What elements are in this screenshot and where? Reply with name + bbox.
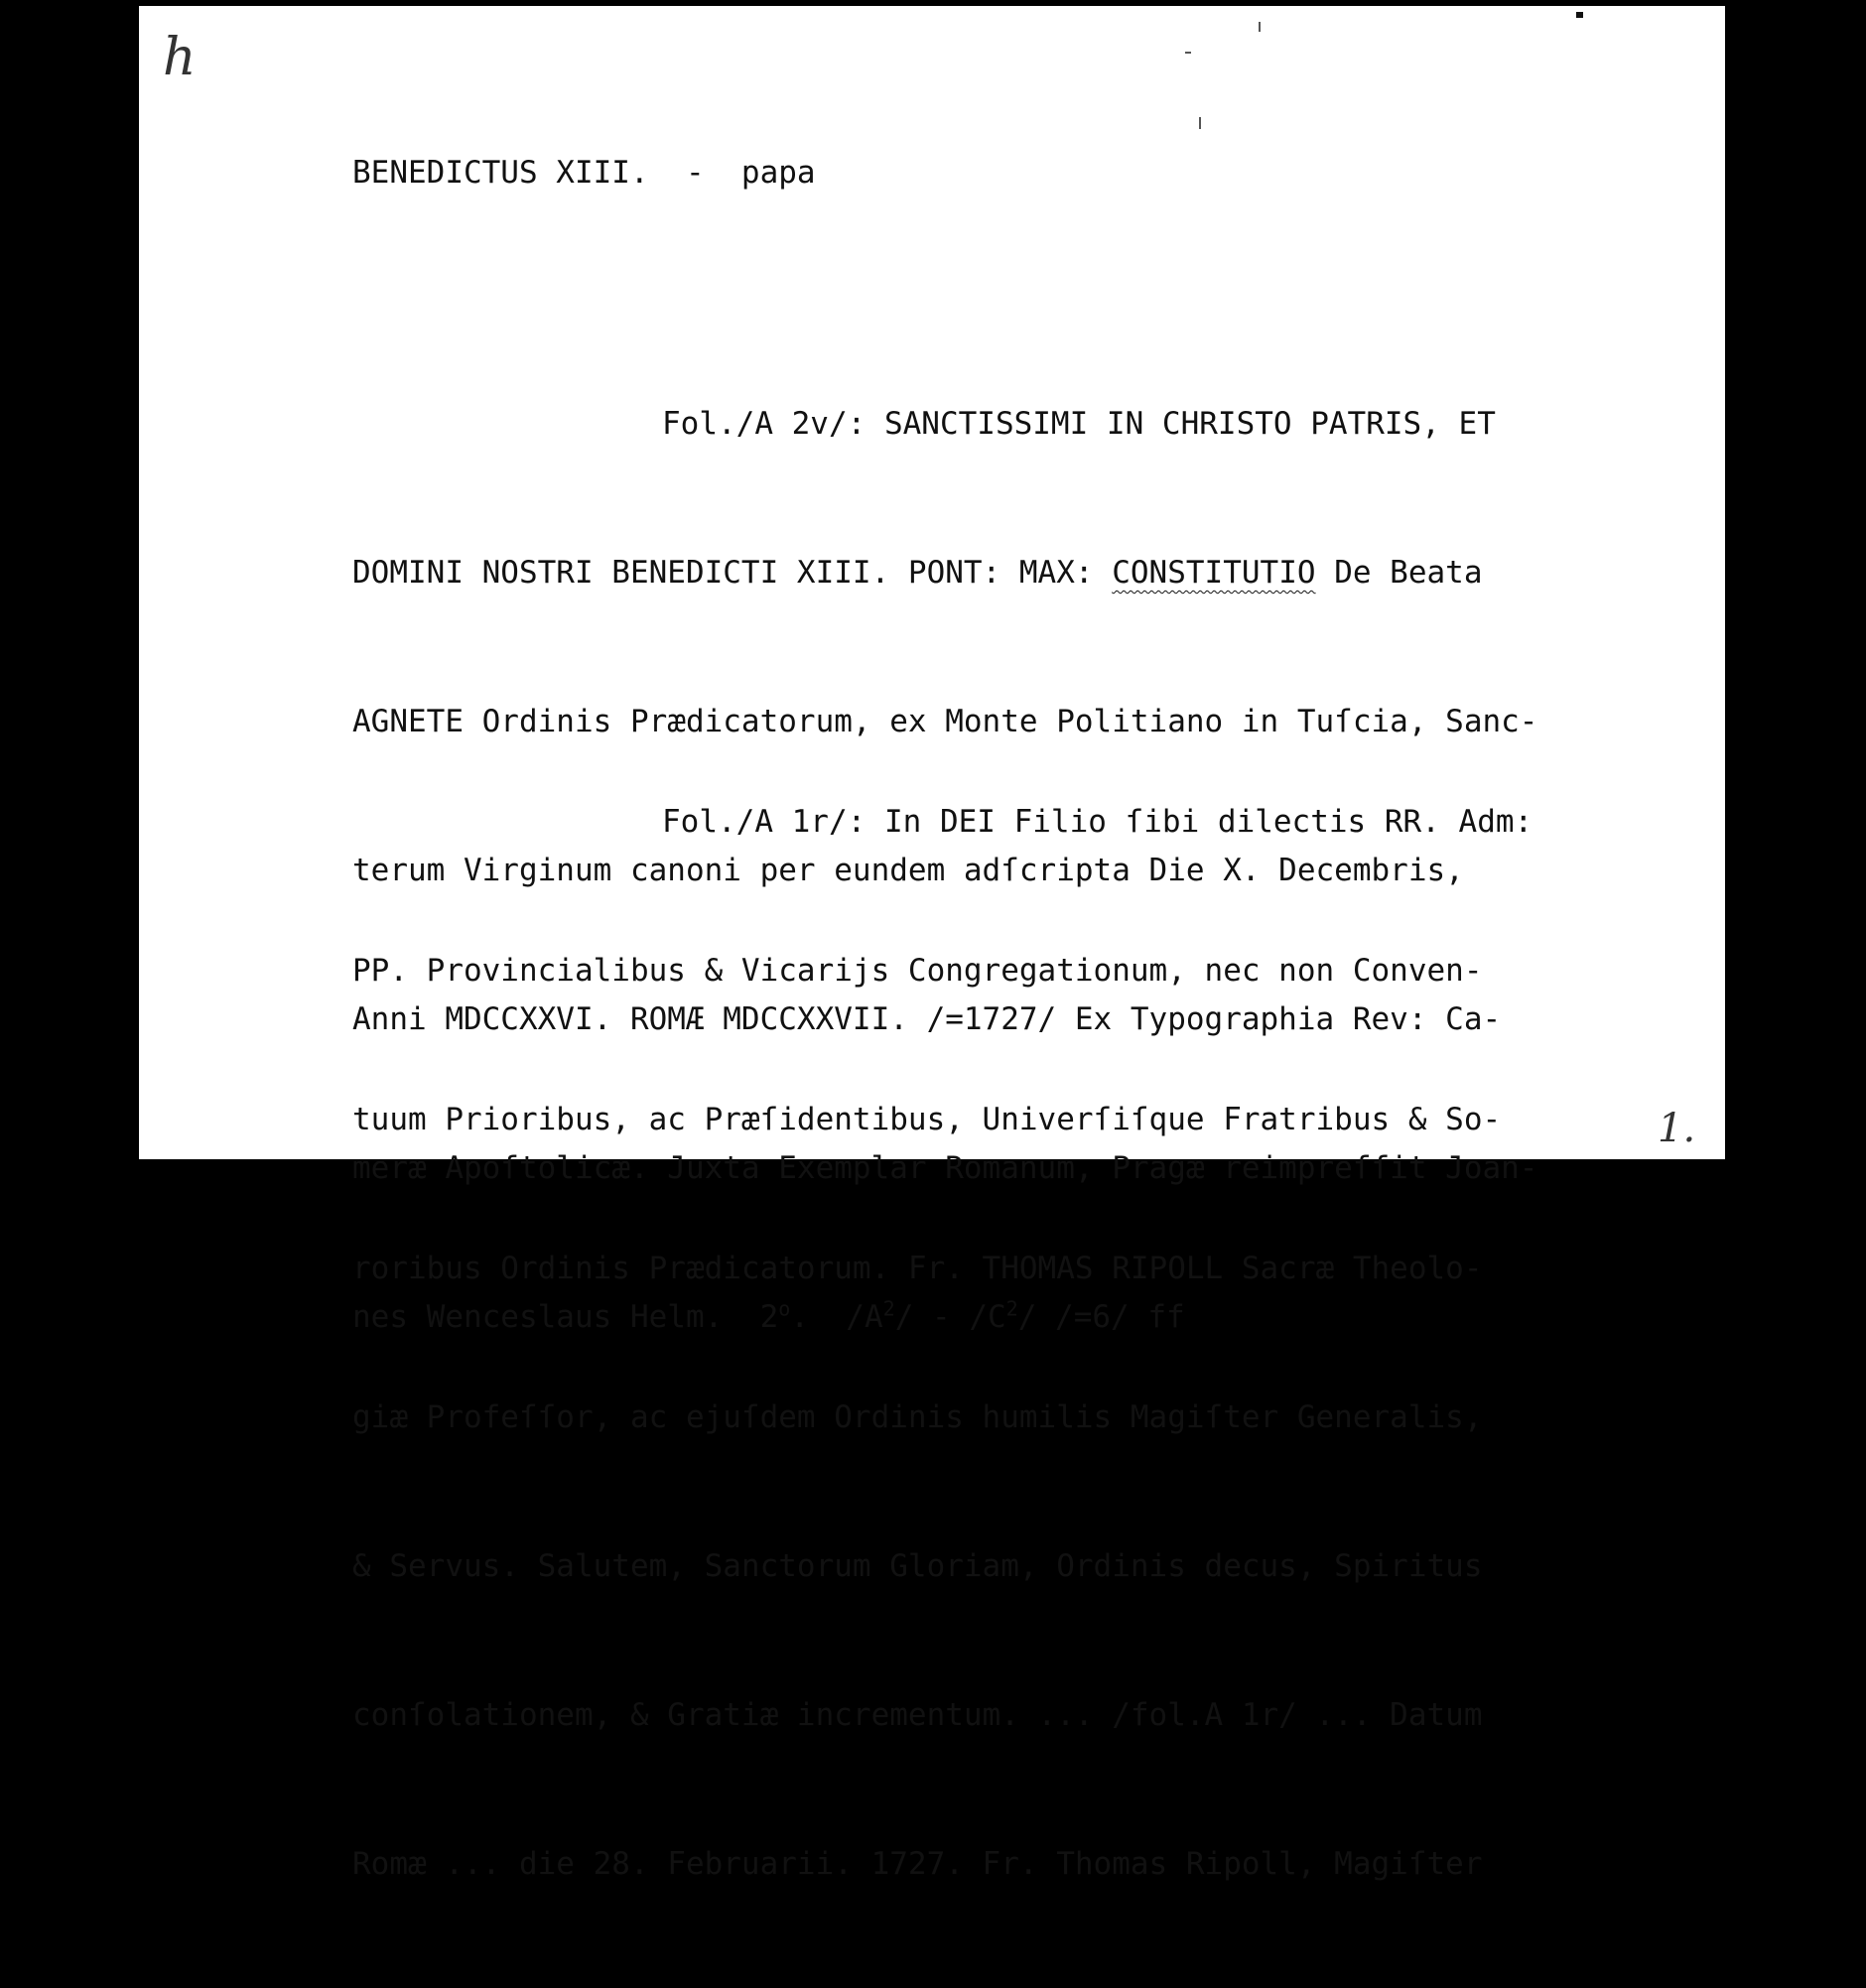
- paragraph-line: Fol./A 1r/: In DEI Filio ſibi dilectis RR. Adm:: [662, 804, 1533, 840]
- scan-speck: [1199, 117, 1201, 129]
- paragraph-line: & Servus. Salutem, Sanctorum Gloriam, Ordinis decus, Spiritus: [352, 1548, 1483, 1584]
- line-text: . /A: [790, 1299, 883, 1335]
- scan-speck: [1185, 52, 1191, 54]
- paragraph-line: conſolationem, & Gratiæ incrementum. ... /fol.A 1r/ ... Datum: [352, 1697, 1483, 1733]
- superscript: o: [778, 1296, 791, 1321]
- record-heading: BENEDICTUS XIII. - papa: [352, 155, 816, 191]
- paragraph-line: giæ Profeſſor, ac ejuſdem Ordinis humilis Magiſter Generalis,: [352, 1399, 1483, 1435]
- line-text: nes Wenceslaus Helm. 2: [352, 1299, 779, 1335]
- scan-speck: [1259, 22, 1261, 32]
- paragraph-line: meræ Apoſtolicæ. Juxta Exemplar Romanum, Pragæ reimpreſſit Joan-: [352, 1150, 1538, 1186]
- paragraph-line: [352, 548, 1672, 597]
- paragraph-line: Romæ ... die 28. Februarii. 1727. Fr. Thomas Ripoll, Magiſter: [352, 1846, 1483, 1882]
- incipit-paragraph: [352, 698, 1672, 1988]
- line-text: / /=6/ ff: [1017, 1299, 1185, 1335]
- handwritten-mark-top: h: [163, 28, 197, 87]
- paragraph-line: tuum Prioribus, ac Præſidentibus, Univerſiſque Fratribus & So-: [352, 1102, 1502, 1137]
- paragraph-line: roribus Ordinis Prædicatorum. Fr. THOMAS RIPOLL Sacræ Theolo-: [352, 1251, 1483, 1286]
- paragraph-line: Fol./A 2v/: SANCTISSIMI IN CHRISTO PATRIS, ET: [662, 406, 1496, 442]
- paragraph-line: Anni MDCCXXVI. ROMÆ MDCCXXVII. /=1727/ Ex Typographia Rev: Ca-: [352, 1001, 1502, 1037]
- catalog-card: [139, 6, 1725, 1882]
- paragraph-line: terum Virginum canoni per eundem adſcripta Die X. Decembris,: [352, 853, 1464, 888]
- scan-speck: [1576, 12, 1583, 18]
- underlined-word: CONSTITUTIO: [1112, 555, 1316, 591]
- superscript: 2: [1005, 1296, 1018, 1321]
- line-text: DOMINI NOSTRI BENEDICTI XIII. PONT: MAX:: [352, 555, 1113, 591]
- line-text: / - /C: [894, 1299, 1006, 1335]
- paragraph-line: AGNETE Ordinis Prædicatorum, ex Monte Politiano in Tuſcia, Sanc-: [352, 704, 1538, 739]
- superscript: 2: [882, 1296, 895, 1321]
- handwritten-mark-bottom: 1.: [1658, 1106, 1696, 1151]
- paragraph-line: PP. Provincialibus & Vicarijs Congregationum, nec non Conven-: [352, 953, 1483, 989]
- line-text: De Beata: [1315, 555, 1483, 591]
